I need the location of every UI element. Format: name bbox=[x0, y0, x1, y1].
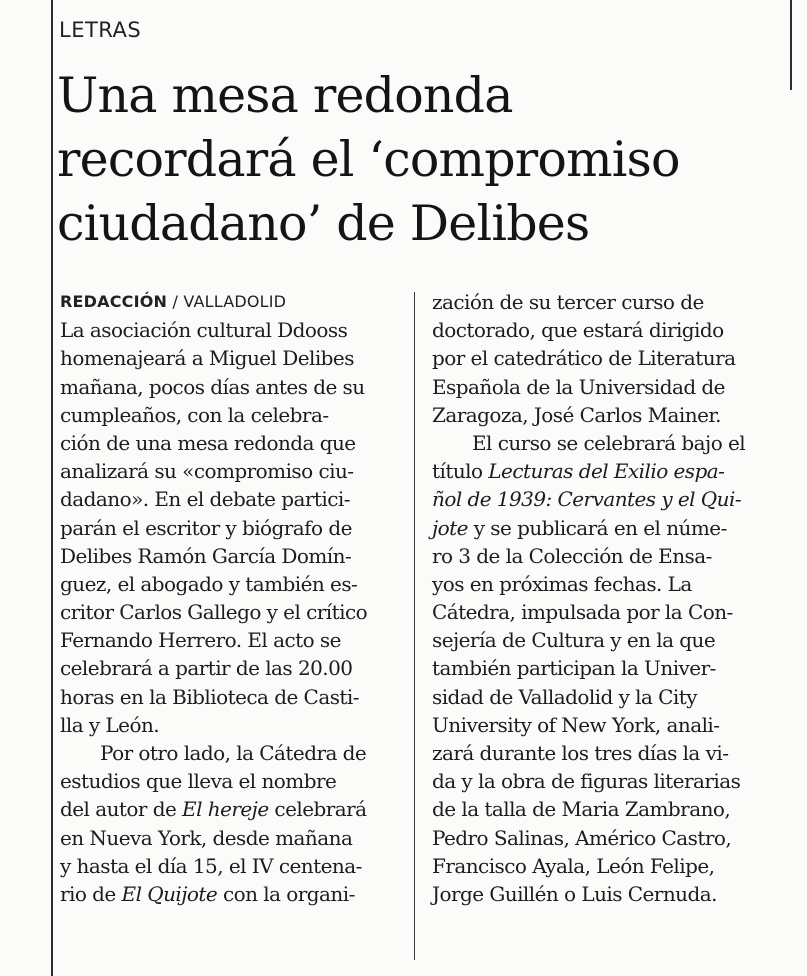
text-line: estudios que lleva el nombre bbox=[60, 769, 337, 794]
byline-location: VALLADOLID bbox=[183, 292, 287, 311]
byline-author: REDACCIÓN bbox=[60, 292, 168, 311]
text-line: Delibes Ramón García Domín- bbox=[60, 543, 352, 568]
article-headline bbox=[57, 64, 797, 256]
text-line: por el catedrático de Literatura bbox=[432, 346, 736, 371]
text-line: guez, el abogado y también es- bbox=[60, 571, 358, 596]
text-run: celebrará bbox=[268, 797, 367, 822]
text-line: Zaragoza, José Carlos Mainer. bbox=[432, 402, 721, 427]
text-line: parán el escritor y biógrafo de bbox=[60, 515, 352, 540]
text-line: da y la obra de figuras literarias bbox=[432, 769, 741, 794]
column-divider bbox=[414, 292, 415, 960]
section-label: LETRAS bbox=[59, 18, 142, 42]
text-line: University of New York, anali- bbox=[432, 712, 720, 737]
text-line bbox=[60, 880, 405, 908]
text-line: La asociación cultural Ddooss bbox=[60, 318, 348, 343]
text-line: Española de la Universidad de bbox=[432, 374, 725, 399]
text-run: rio de bbox=[60, 881, 122, 906]
text-line: ción de una mesa redonda que bbox=[60, 430, 356, 455]
text-line: Jorge Guillén o Luis Cernuda. bbox=[432, 881, 717, 906]
book-title-el-quijote: El Quijote bbox=[121, 881, 218, 906]
page-border-rule bbox=[51, 0, 53, 976]
text-line bbox=[432, 457, 772, 485]
text-run: del autor de bbox=[60, 797, 183, 822]
article-column-1 bbox=[60, 288, 405, 908]
text-line: critor Carlos Gallego y el crítico bbox=[60, 600, 368, 625]
text-line: Fernando Herrero. El acto se bbox=[60, 628, 341, 653]
text-line: zación de su tercer curso de bbox=[432, 290, 704, 314]
text-line: horas en la Biblioteca de Casti- bbox=[60, 684, 359, 709]
text-line: mañana, pocos días antes de su bbox=[60, 374, 365, 399]
article-column-2 bbox=[432, 288, 772, 908]
text-line: homenajeará a Miguel Delibes bbox=[60, 346, 354, 371]
text-line bbox=[432, 514, 772, 542]
text-line: Pedro Salinas, Américo Castro, bbox=[432, 825, 732, 850]
text-line: Cátedra, impulsada por la Con- bbox=[432, 600, 733, 625]
byline-separator: / bbox=[167, 292, 184, 311]
text-line: celebrará a partir de las 20.00 bbox=[60, 656, 353, 681]
text-run: título bbox=[432, 459, 489, 484]
text-line bbox=[60, 795, 405, 823]
text-run: con la organi- bbox=[217, 881, 355, 906]
text-line: zará durante los tres días la vi- bbox=[432, 741, 729, 765]
book-title-el-hereje: El hereje bbox=[182, 797, 269, 822]
course-title-line: ñol de 1939: Cervantes y el Qui- bbox=[432, 487, 742, 512]
text-line: doctorado, que estará dirigido bbox=[432, 318, 724, 343]
text-line: sejería de Cultura y en la que bbox=[432, 628, 716, 653]
text-line: sidad de Valladolid y la City bbox=[432, 684, 698, 709]
course-title-end: jote bbox=[432, 515, 468, 540]
text-line: lla y León. bbox=[60, 712, 160, 737]
course-title: Lecturas del Exilio espa- bbox=[488, 459, 725, 484]
text-line: ro 3 de la Colección de Ensa- bbox=[432, 543, 712, 568]
text-line: cumpleaños, con la celebra- bbox=[60, 402, 329, 427]
text-line: El curso se celebrará bajo el bbox=[472, 430, 746, 455]
text-line: también participan la Univer- bbox=[432, 656, 716, 681]
headline-line: recordará el ‘compromiso bbox=[57, 131, 680, 188]
text-line: Francisco Ayala, León Felipe, bbox=[432, 853, 715, 878]
text-line: y hasta el día 15, el IV centena- bbox=[60, 853, 362, 878]
text-line: analizará su «compromiso ciu- bbox=[60, 459, 354, 484]
text-line: Por otro lado, la Cátedra de bbox=[100, 741, 367, 765]
text-line: dadano». En el debate partici- bbox=[60, 487, 350, 512]
headline-line: ciudadano’ de Delibes bbox=[57, 195, 590, 252]
text-line: en Nueva York, desde mañana bbox=[60, 825, 353, 850]
text-run: y se publicará en el núme- bbox=[467, 515, 727, 540]
text-line: de la talla de Maria Zambrano, bbox=[432, 797, 731, 822]
text-line: yos en próximas fechas. La bbox=[432, 571, 692, 596]
headline-line: Una mesa redonda bbox=[57, 67, 513, 124]
byline bbox=[60, 288, 405, 316]
